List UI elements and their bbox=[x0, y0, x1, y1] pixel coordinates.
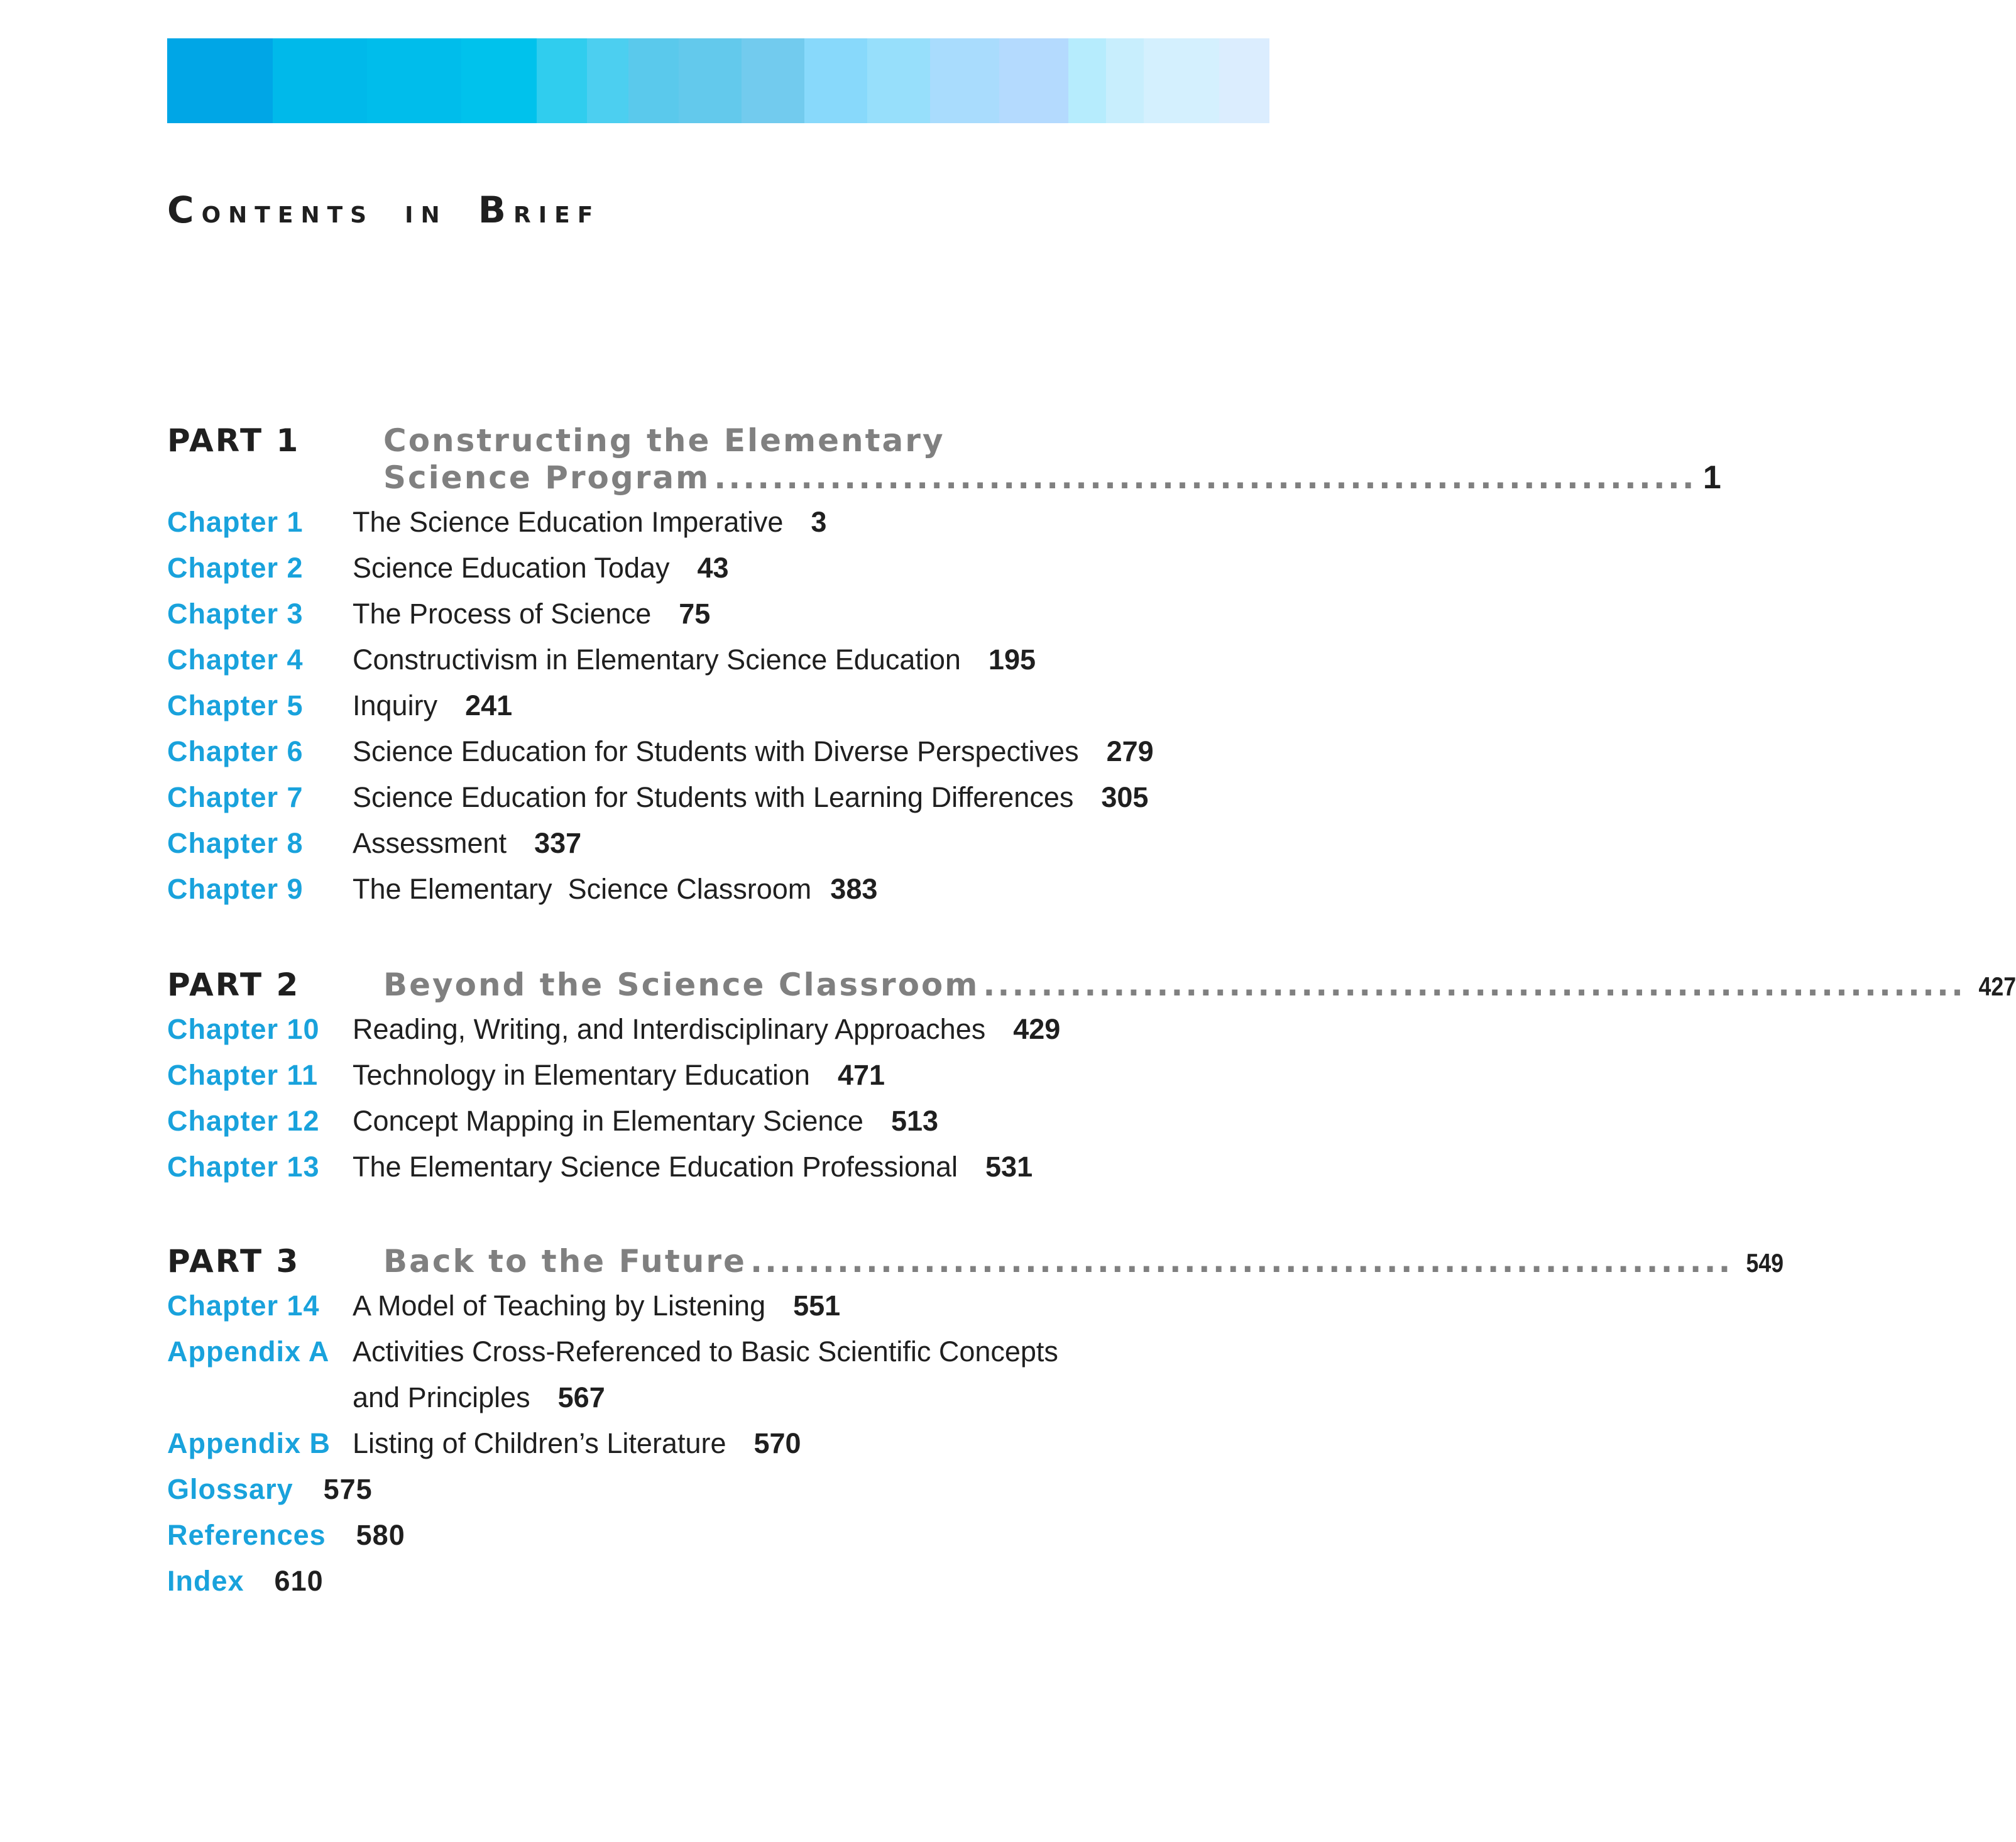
entry-label-text: Index bbox=[167, 1565, 244, 1597]
entry-text bbox=[353, 1013, 1060, 1046]
band-segment bbox=[1144, 38, 1219, 123]
part-title: Constructing the Elementary bbox=[383, 422, 945, 459]
title-word: ONTENTS bbox=[201, 202, 375, 228]
band-segment bbox=[628, 38, 679, 123]
title-initial: B bbox=[478, 189, 513, 231]
entry-label: Chapter 1 bbox=[167, 506, 304, 538]
entry-page: 610 bbox=[274, 1565, 324, 1597]
entry-page: 75 bbox=[679, 598, 711, 630]
entry-text bbox=[353, 552, 729, 584]
entry-label: Appendix A bbox=[167, 1335, 330, 1368]
entry-label: Chapter 13 bbox=[167, 1151, 320, 1183]
entry-title: Listing of Children’s Literature bbox=[353, 1427, 726, 1459]
part-page-number: 1 bbox=[1702, 459, 1721, 496]
band-segment bbox=[930, 38, 999, 123]
entry-page: 305 bbox=[1101, 781, 1149, 813]
band-segment bbox=[537, 38, 587, 123]
dot-leader: .................................................................... bbox=[714, 459, 1697, 496]
part-title-line2: Science Program bbox=[383, 459, 711, 496]
part-label: PART 1 bbox=[167, 422, 300, 459]
entry-page: 580 bbox=[356, 1519, 405, 1551]
band-segment bbox=[1068, 38, 1106, 123]
entry-title: The Elementary Science Classroom bbox=[353, 873, 812, 905]
entry-label: Chapter 9 bbox=[167, 873, 304, 905]
entry-title: Technology in Elementary Education bbox=[353, 1059, 810, 1091]
part-label: PART 2 bbox=[167, 967, 300, 1003]
entry-title: The Process of Science bbox=[353, 598, 652, 630]
entry-page: 43 bbox=[697, 552, 729, 584]
entry-page: 279 bbox=[1106, 735, 1154, 767]
entry-page: 195 bbox=[988, 644, 1036, 676]
entry-label: Chapter 4 bbox=[167, 644, 304, 676]
entry-label: Chapter 3 bbox=[167, 598, 304, 630]
entry-page: 383 bbox=[830, 873, 878, 905]
dot-leader: .................................................................... bbox=[983, 967, 1966, 1003]
title-initial: C bbox=[167, 189, 202, 231]
entry-page: 567 bbox=[557, 1381, 605, 1413]
entry-text bbox=[353, 735, 1154, 768]
entry-title: The Science Education Imperative bbox=[353, 506, 784, 538]
part-title: Back to the Future bbox=[383, 1243, 747, 1280]
band-segment bbox=[587, 38, 628, 123]
entry-page: 531 bbox=[985, 1151, 1033, 1183]
entry-title: Assessment bbox=[353, 827, 507, 859]
part-page-number: 549 bbox=[1746, 1248, 1783, 1278]
entry-page: 241 bbox=[465, 689, 513, 721]
band-segment bbox=[367, 38, 461, 123]
part-title: Beyond the Science Classroom bbox=[383, 967, 980, 1003]
band-segment bbox=[167, 38, 273, 123]
entry-label-text: Glossary bbox=[167, 1473, 293, 1505]
part-title-leader bbox=[383, 459, 1721, 496]
entry-text bbox=[353, 506, 826, 539]
entry-page: 513 bbox=[890, 1105, 939, 1137]
band-segment bbox=[679, 38, 742, 123]
entry-text bbox=[353, 781, 1148, 814]
band-segment bbox=[1106, 38, 1144, 123]
entry-label: Appendix B bbox=[167, 1427, 331, 1459]
entry-label-text: References bbox=[167, 1519, 326, 1551]
entry-title: Science Education for Students with Diverse Perspectives bbox=[353, 735, 1079, 767]
entry-label: Chapter 14 bbox=[167, 1290, 320, 1322]
entry-text bbox=[353, 1290, 840, 1322]
entry-text bbox=[353, 1059, 885, 1092]
band-segment bbox=[742, 38, 804, 123]
entry-label: Chapter 7 bbox=[167, 781, 304, 813]
entry-label bbox=[167, 1473, 373, 1506]
part-page-number: 427 bbox=[1978, 972, 2016, 1001]
entry-label: Chapter 12 bbox=[167, 1105, 320, 1137]
entry-text bbox=[353, 1105, 938, 1138]
entry-text bbox=[353, 1335, 1058, 1368]
title-word: RIEF bbox=[513, 202, 601, 228]
part-1-header bbox=[167, 422, 1721, 504]
header-color-band bbox=[167, 38, 1269, 123]
band-segment bbox=[1219, 38, 1269, 123]
entry-label: Chapter 6 bbox=[167, 735, 304, 767]
entry-text bbox=[353, 1151, 1033, 1183]
entry-title: Activities Cross-Referenced to Basic Scientific Concepts bbox=[353, 1335, 1058, 1368]
entry-title: A Model of Teaching by Listening bbox=[353, 1290, 766, 1322]
entry-text bbox=[353, 644, 1036, 676]
band-segment bbox=[999, 38, 1068, 123]
entry-page: 429 bbox=[1013, 1013, 1061, 1045]
entry-label: Chapter 8 bbox=[167, 827, 304, 859]
entry-label: Chapter 2 bbox=[167, 552, 304, 584]
entry-text-continued bbox=[353, 1381, 605, 1414]
entry-title: and Principles bbox=[353, 1381, 530, 1413]
entry-page: 575 bbox=[323, 1473, 373, 1505]
entry-title: Constructivism in Elementary Science Education bbox=[353, 644, 961, 676]
dot-leader: .................................................................... bbox=[750, 1243, 1733, 1280]
part-title-leader bbox=[383, 967, 2016, 1003]
band-segment bbox=[273, 38, 367, 123]
entry-title: Science Education Today bbox=[353, 552, 670, 584]
part-title-leader bbox=[383, 1243, 1783, 1280]
band-segment bbox=[461, 38, 537, 123]
entry-label bbox=[167, 1519, 405, 1552]
part-3-header bbox=[167, 1243, 1783, 1287]
entry-page: 337 bbox=[534, 827, 582, 859]
title-word: IN bbox=[405, 202, 447, 228]
entry-title: Science Education for Students with Learning Differences bbox=[353, 781, 1074, 813]
entry-label: Chapter 5 bbox=[167, 689, 304, 721]
entry-title: Inquiry bbox=[353, 689, 438, 721]
entry-title: Concept Mapping in Elementary Science bbox=[353, 1105, 863, 1137]
part-label: PART 3 bbox=[167, 1243, 300, 1280]
entry-page: 551 bbox=[793, 1290, 841, 1322]
entry-label: Chapter 11 bbox=[167, 1059, 319, 1091]
entry-text bbox=[353, 598, 710, 630]
page-title bbox=[167, 189, 600, 231]
entry-page: 3 bbox=[811, 506, 827, 538]
band-segment bbox=[867, 38, 930, 123]
entry-text bbox=[353, 873, 877, 906]
entry-label bbox=[167, 1565, 324, 1598]
entry-text bbox=[353, 827, 581, 860]
band-segment bbox=[804, 38, 867, 123]
entry-text bbox=[353, 1427, 801, 1460]
entry-title: The Elementary Science Education Professional bbox=[353, 1151, 958, 1183]
part-2-header bbox=[167, 967, 2016, 1011]
entry-text bbox=[353, 689, 512, 722]
entry-page: 471 bbox=[837, 1059, 885, 1091]
entry-title: Reading, Writing, and Interdisciplinary Approaches bbox=[353, 1013, 986, 1045]
entry-page: 570 bbox=[753, 1427, 801, 1459]
entry-label: Chapter 10 bbox=[167, 1013, 320, 1045]
